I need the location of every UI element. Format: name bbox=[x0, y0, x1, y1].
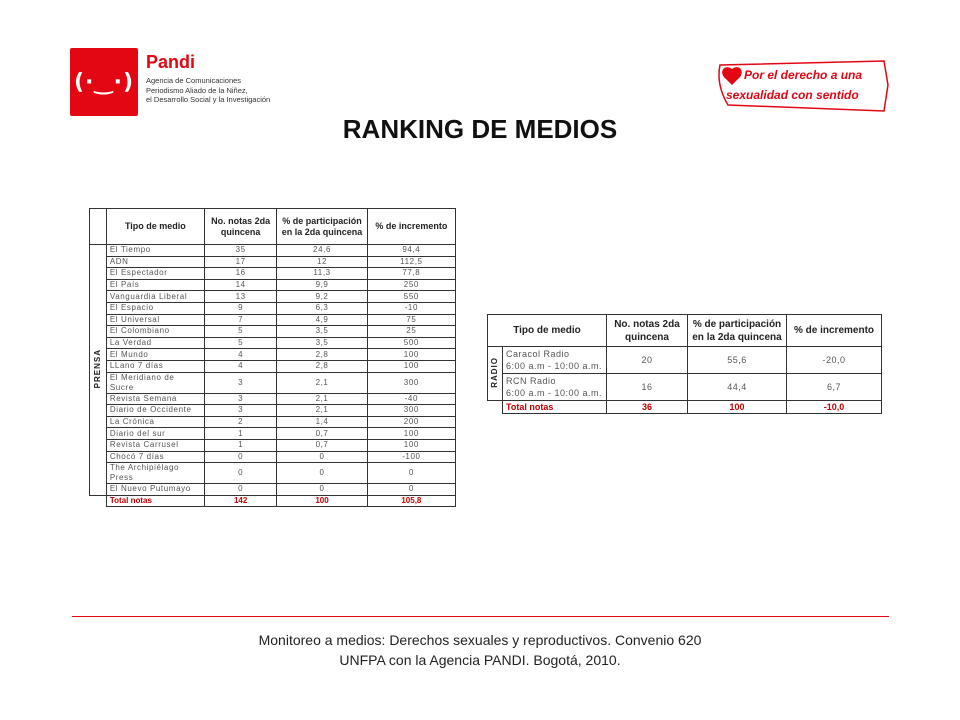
participacion-cell: 2,8 bbox=[277, 349, 367, 361]
table-row bbox=[90, 428, 456, 440]
notas-cell: 16 bbox=[607, 374, 688, 401]
medio-cell: LLano 7 días bbox=[106, 360, 204, 372]
table-row bbox=[90, 314, 456, 326]
section-label-cell bbox=[488, 347, 503, 401]
total-participacion: 100 bbox=[688, 401, 787, 414]
incremento-cell: 25 bbox=[367, 326, 455, 338]
participacion-cell: 0,7 bbox=[277, 439, 367, 451]
medio-cell: Vanguardia Liberal bbox=[106, 291, 204, 303]
medio-cell: El Mundo bbox=[106, 349, 204, 361]
header-notas: No. notas 2da quincena bbox=[607, 315, 688, 347]
medio-horario: 6:00 a.m - 10:00 a.m. bbox=[506, 361, 603, 371]
medio-name: RCN Radio bbox=[506, 376, 557, 386]
medio-horario: 6:00 a.m - 10:00 a.m. bbox=[506, 388, 603, 398]
notas-cell: 1 bbox=[204, 428, 276, 440]
incremento-cell: -10 bbox=[367, 302, 455, 314]
medio-cell bbox=[503, 374, 607, 401]
incremento-cell: 500 bbox=[367, 337, 455, 349]
participacion-cell: 24,6 bbox=[277, 245, 367, 257]
table-row bbox=[488, 374, 882, 401]
table-row bbox=[90, 256, 456, 268]
radio-header-row bbox=[488, 315, 882, 347]
participacion-cell: 2,1 bbox=[277, 393, 367, 405]
incremento-cell: 100 bbox=[367, 439, 455, 451]
total-row bbox=[488, 401, 882, 414]
participacion-cell: 9,2 bbox=[277, 291, 367, 303]
table-row bbox=[90, 463, 456, 484]
notas-cell: 0 bbox=[204, 484, 276, 496]
header-incremento: % de incremento bbox=[367, 209, 455, 245]
incremento-cell: 112,5 bbox=[367, 256, 455, 268]
incremento-cell: 75 bbox=[367, 314, 455, 326]
medio-cell bbox=[503, 347, 607, 374]
incremento-cell: 550 bbox=[367, 291, 455, 303]
section-label: PRENSA bbox=[92, 348, 102, 389]
incremento-cell: 94,4 bbox=[367, 245, 455, 257]
medio-cell: El País bbox=[106, 279, 204, 291]
table-row bbox=[90, 405, 456, 417]
participacion-cell: 0 bbox=[277, 463, 367, 484]
total-label: Total notas bbox=[106, 495, 204, 507]
campaign-logo bbox=[714, 55, 890, 115]
medio-cell: La Verdad bbox=[106, 337, 204, 349]
incremento-cell: 100 bbox=[367, 360, 455, 372]
pandi-logo-mark bbox=[70, 48, 138, 116]
campaign-line-1: Por el derecho a una bbox=[744, 68, 863, 82]
notas-cell: 1 bbox=[204, 439, 276, 451]
notas-cell: 14 bbox=[204, 279, 276, 291]
header-notas: No. notas 2da quincena bbox=[204, 209, 276, 245]
notas-cell: 4 bbox=[204, 349, 276, 361]
participacion-cell: 11,3 bbox=[277, 268, 367, 280]
total-incremento: -10,0 bbox=[787, 401, 882, 414]
medio-cell: El Nuevo Putumayo bbox=[106, 484, 204, 496]
notas-cell: 3 bbox=[204, 393, 276, 405]
incremento-cell: -40 bbox=[367, 393, 455, 405]
medio-cell: El Espacio bbox=[106, 302, 204, 314]
incremento-cell: -20,0 bbox=[787, 347, 882, 374]
table-row bbox=[90, 245, 456, 257]
participacion-cell: 0 bbox=[277, 484, 367, 496]
incremento-cell: -100 bbox=[367, 451, 455, 463]
medio-cell: Chocó 7 días bbox=[106, 451, 204, 463]
campaign-line-2: sexualidad con sentido bbox=[726, 88, 859, 102]
table-row bbox=[90, 279, 456, 291]
medio-cell: Revista Carrusel bbox=[106, 439, 204, 451]
header-tipo-medio: Tipo de medio bbox=[488, 315, 607, 347]
incremento-cell: 250 bbox=[367, 279, 455, 291]
notas-cell: 5 bbox=[204, 326, 276, 338]
medio-cell: El Meridiano de Sucre bbox=[106, 372, 204, 393]
total-label: Total notas bbox=[503, 401, 607, 414]
radio-table bbox=[487, 314, 882, 414]
medio-cell: El Colombiano bbox=[106, 326, 204, 338]
total-row bbox=[90, 495, 456, 507]
header-participacion: % de participación en la 2da quincena bbox=[688, 315, 787, 347]
notas-cell: 0 bbox=[204, 451, 276, 463]
participacion-cell: 3,5 bbox=[277, 326, 367, 338]
prensa-header-row bbox=[90, 209, 456, 245]
medio-cell: La Crónica bbox=[106, 416, 204, 428]
radio-body bbox=[488, 347, 882, 414]
footer-line-2: UNFPA con la Agencia PANDI. Bogotá, 2010. bbox=[339, 652, 621, 668]
incremento-cell: 77,8 bbox=[367, 268, 455, 280]
footer-divider bbox=[72, 616, 889, 617]
table-row bbox=[90, 302, 456, 314]
incremento-cell: 100 bbox=[367, 428, 455, 440]
participacion-cell: 2,8 bbox=[277, 360, 367, 372]
prensa-body bbox=[90, 245, 456, 507]
notas-cell: 7 bbox=[204, 314, 276, 326]
section-label-cell bbox=[90, 245, 107, 496]
incremento-cell: 0 bbox=[367, 484, 455, 496]
notas-cell: 3 bbox=[204, 372, 276, 393]
total-spacer bbox=[90, 495, 107, 507]
total-notas: 142 bbox=[204, 495, 276, 507]
participacion-cell: 2,1 bbox=[277, 405, 367, 417]
participacion-cell: 4,9 bbox=[277, 314, 367, 326]
notas-cell: 17 bbox=[204, 256, 276, 268]
incremento-cell: 200 bbox=[367, 416, 455, 428]
table-row bbox=[90, 484, 456, 496]
incremento-cell: 100 bbox=[367, 349, 455, 361]
notas-cell: 20 bbox=[607, 347, 688, 374]
participacion-cell: 12 bbox=[277, 256, 367, 268]
participacion-cell: 1,4 bbox=[277, 416, 367, 428]
table-row bbox=[90, 372, 456, 393]
total-spacer bbox=[488, 401, 503, 414]
pandi-logo-tagline: Agencia de Comunicaciones Periodismo Aliado de la Niñez, el Desarrollo Social y la Investigación bbox=[146, 76, 271, 104]
table-row bbox=[90, 416, 456, 428]
table-row bbox=[90, 291, 456, 303]
table-row bbox=[90, 439, 456, 451]
section-label: RADIO bbox=[490, 356, 499, 388]
notas-cell: 13 bbox=[204, 291, 276, 303]
notas-cell: 0 bbox=[204, 463, 276, 484]
participacion-cell: 3,5 bbox=[277, 337, 367, 349]
table-row bbox=[90, 360, 456, 372]
medio-cell: Diario de Occidente bbox=[106, 405, 204, 417]
header-tipo-medio: Tipo de medio bbox=[106, 209, 204, 245]
medio-cell: ADN bbox=[106, 256, 204, 268]
notas-cell: 3 bbox=[204, 405, 276, 417]
notas-cell: 35 bbox=[204, 245, 276, 257]
medio-cell: Revista Semana bbox=[106, 393, 204, 405]
table-row bbox=[90, 393, 456, 405]
participacion-cell: 0,7 bbox=[277, 428, 367, 440]
notas-cell: 4 bbox=[204, 360, 276, 372]
header-participacion: % de participación en la 2da quincena bbox=[277, 209, 367, 245]
participacion-cell: 6,3 bbox=[277, 302, 367, 314]
prensa-table bbox=[89, 208, 456, 507]
table-row bbox=[488, 347, 882, 374]
incremento-cell: 6,7 bbox=[787, 374, 882, 401]
smiley-face-icon: (·‿·) bbox=[73, 69, 135, 95]
medio-cell: The Archipiélago Press bbox=[106, 463, 204, 484]
incremento-cell: 300 bbox=[367, 405, 455, 417]
participacion-cell: 44,4 bbox=[688, 374, 787, 401]
pandi-logo-name: Pandi bbox=[146, 52, 196, 72]
table-row bbox=[90, 337, 456, 349]
participacion-cell: 2,1 bbox=[277, 372, 367, 393]
incremento-cell: 0 bbox=[367, 463, 455, 484]
incremento-cell: 300 bbox=[367, 372, 455, 393]
footer-caption bbox=[0, 630, 960, 670]
notas-cell: 5 bbox=[204, 337, 276, 349]
notas-cell: 16 bbox=[204, 268, 276, 280]
total-incremento: 105,8 bbox=[367, 495, 455, 507]
notas-cell: 2 bbox=[204, 416, 276, 428]
pandi-logo bbox=[70, 48, 330, 118]
medio-cell: El Universal bbox=[106, 314, 204, 326]
footer-line-1: Monitoreo a medios: Derechos sexuales y reproductivos. Convenio 620 bbox=[258, 632, 702, 648]
header-blank bbox=[90, 209, 107, 245]
header-incremento: % de incremento bbox=[787, 315, 882, 347]
notas-cell: 9 bbox=[204, 302, 276, 314]
table-row bbox=[90, 349, 456, 361]
participacion-cell: 55,6 bbox=[688, 347, 787, 374]
medio-name: Caracol Radio bbox=[506, 349, 570, 359]
medio-cell: El Espectador bbox=[106, 268, 204, 280]
medio-cell: El Tiempo bbox=[106, 245, 204, 257]
total-participacion: 100 bbox=[277, 495, 367, 507]
table-row bbox=[90, 268, 456, 280]
table-row bbox=[90, 326, 456, 338]
table-row bbox=[90, 451, 456, 463]
total-notas: 36 bbox=[607, 401, 688, 414]
medio-cell: Diario del sur bbox=[106, 428, 204, 440]
participacion-cell: 0 bbox=[277, 451, 367, 463]
participacion-cell: 9,9 bbox=[277, 279, 367, 291]
page-title: RANKING DE MEDIOS bbox=[342, 114, 618, 144]
